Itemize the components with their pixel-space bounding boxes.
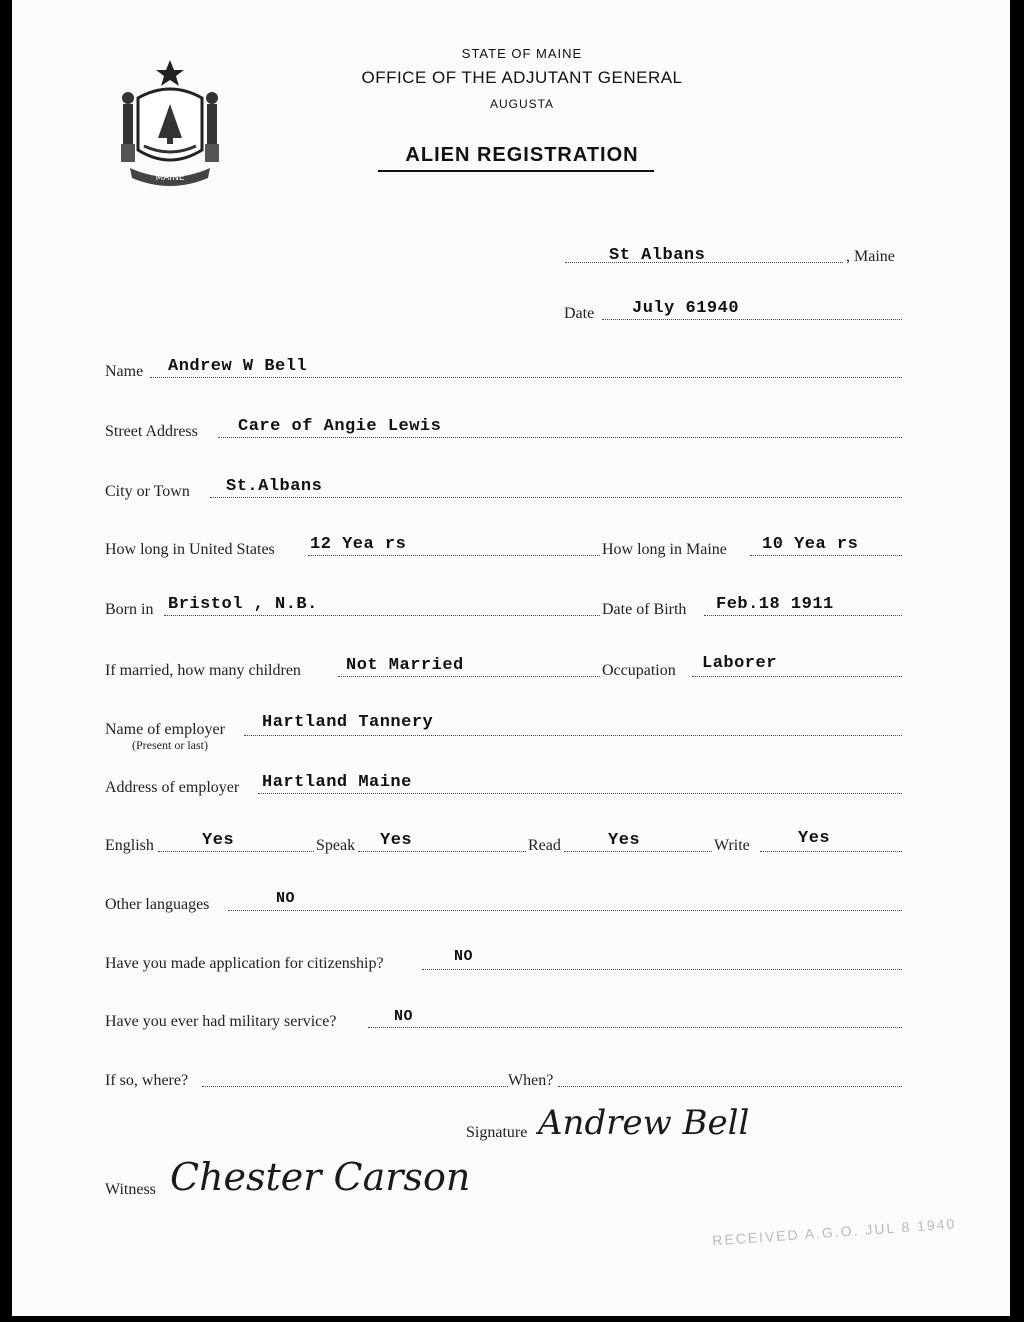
citizenship-value: NO <box>454 948 474 965</box>
employer-address-value: Hartland Maine <box>262 773 412 792</box>
citizenship-label: Have you made application for citizenship? <box>105 955 384 972</box>
svg-text:Chester Carson: Chester Carson <box>170 1155 471 1199</box>
name-value: Andrew W Bell <box>168 357 308 376</box>
when-label: When? <box>508 1072 554 1089</box>
witness-label: Witness <box>105 1181 156 1198</box>
english-value: Yes <box>202 831 235 850</box>
read-value: Yes <box>608 831 641 850</box>
other-languages-value: NO <box>276 890 296 907</box>
military-label: Have you ever had military service? <box>105 1013 337 1030</box>
form-page <box>12 0 1010 1316</box>
occupation-label: Occupation <box>602 662 676 679</box>
title-underline <box>378 170 654 172</box>
maine-state-seal-icon <box>108 58 232 188</box>
children-value: Not Married <box>346 656 464 675</box>
svg-text:Andrew Bell: Andrew Bell <box>538 1103 750 1143</box>
signature-label: Signature <box>466 1124 528 1141</box>
other-languages-label: Other languages <box>105 896 210 913</box>
place-value: St Albans <box>609 246 706 265</box>
name-label: Name <box>105 363 144 380</box>
employer-label: Name of employer <box>105 721 225 738</box>
us-duration-label: How long in United States <box>105 541 275 558</box>
birth-date-label: Date of Birth <box>602 601 687 618</box>
header-office: OFFICE OF THE ADJUTANT GENERAL <box>361 68 683 87</box>
read-label: Read <box>528 837 561 854</box>
header-city: AUGUSTA <box>489 97 555 111</box>
maine-duration-label: How long in Maine <box>602 541 727 558</box>
street-label: Street Address <box>105 423 198 440</box>
employer-address-label: Address of employer <box>105 779 240 796</box>
us-duration-value: 12 Yea rs <box>310 535 407 554</box>
street-value: Care of Angie Lewis <box>238 417 442 436</box>
witness-handwriting <box>168 1150 508 1202</box>
header-state: STATE OF MAINE <box>461 46 583 61</box>
occupation-value: Laborer <box>702 654 777 673</box>
form-title: ALIEN REGISTRATION <box>405 144 639 166</box>
employer-sublabel: (Present or last) <box>132 738 208 752</box>
svg-text:MAINE: MAINE <box>155 173 185 183</box>
write-label: Write <box>714 837 750 854</box>
born-in-value: Bristol , N.B. <box>168 595 318 614</box>
born-in-label: Born in <box>105 601 154 618</box>
birth-date-value: Feb.18 1911 <box>716 595 834 614</box>
received-stamp: RECEIVED A.G.O. JUL 8 1940 <box>711 1215 957 1249</box>
write-value: Yes <box>798 829 831 848</box>
city-value: St.Albans <box>226 477 323 496</box>
signature-handwriting <box>536 1100 836 1146</box>
city-label: City or Town <box>105 483 190 500</box>
date-value: July 61940 <box>632 299 740 318</box>
maine-duration-value: 10 Yea rs <box>762 535 859 554</box>
where-label: If so, where? <box>105 1072 189 1089</box>
employer-value: Hartland Tannery <box>262 713 434 732</box>
speak-label: Speak <box>316 837 356 854</box>
english-label: English <box>105 837 154 854</box>
speak-value: Yes <box>380 831 413 850</box>
children-label: If married, how many children <box>105 662 301 679</box>
date-label: Date <box>564 305 595 322</box>
place-suffix: , Maine <box>846 248 895 265</box>
military-value: NO <box>394 1008 414 1025</box>
